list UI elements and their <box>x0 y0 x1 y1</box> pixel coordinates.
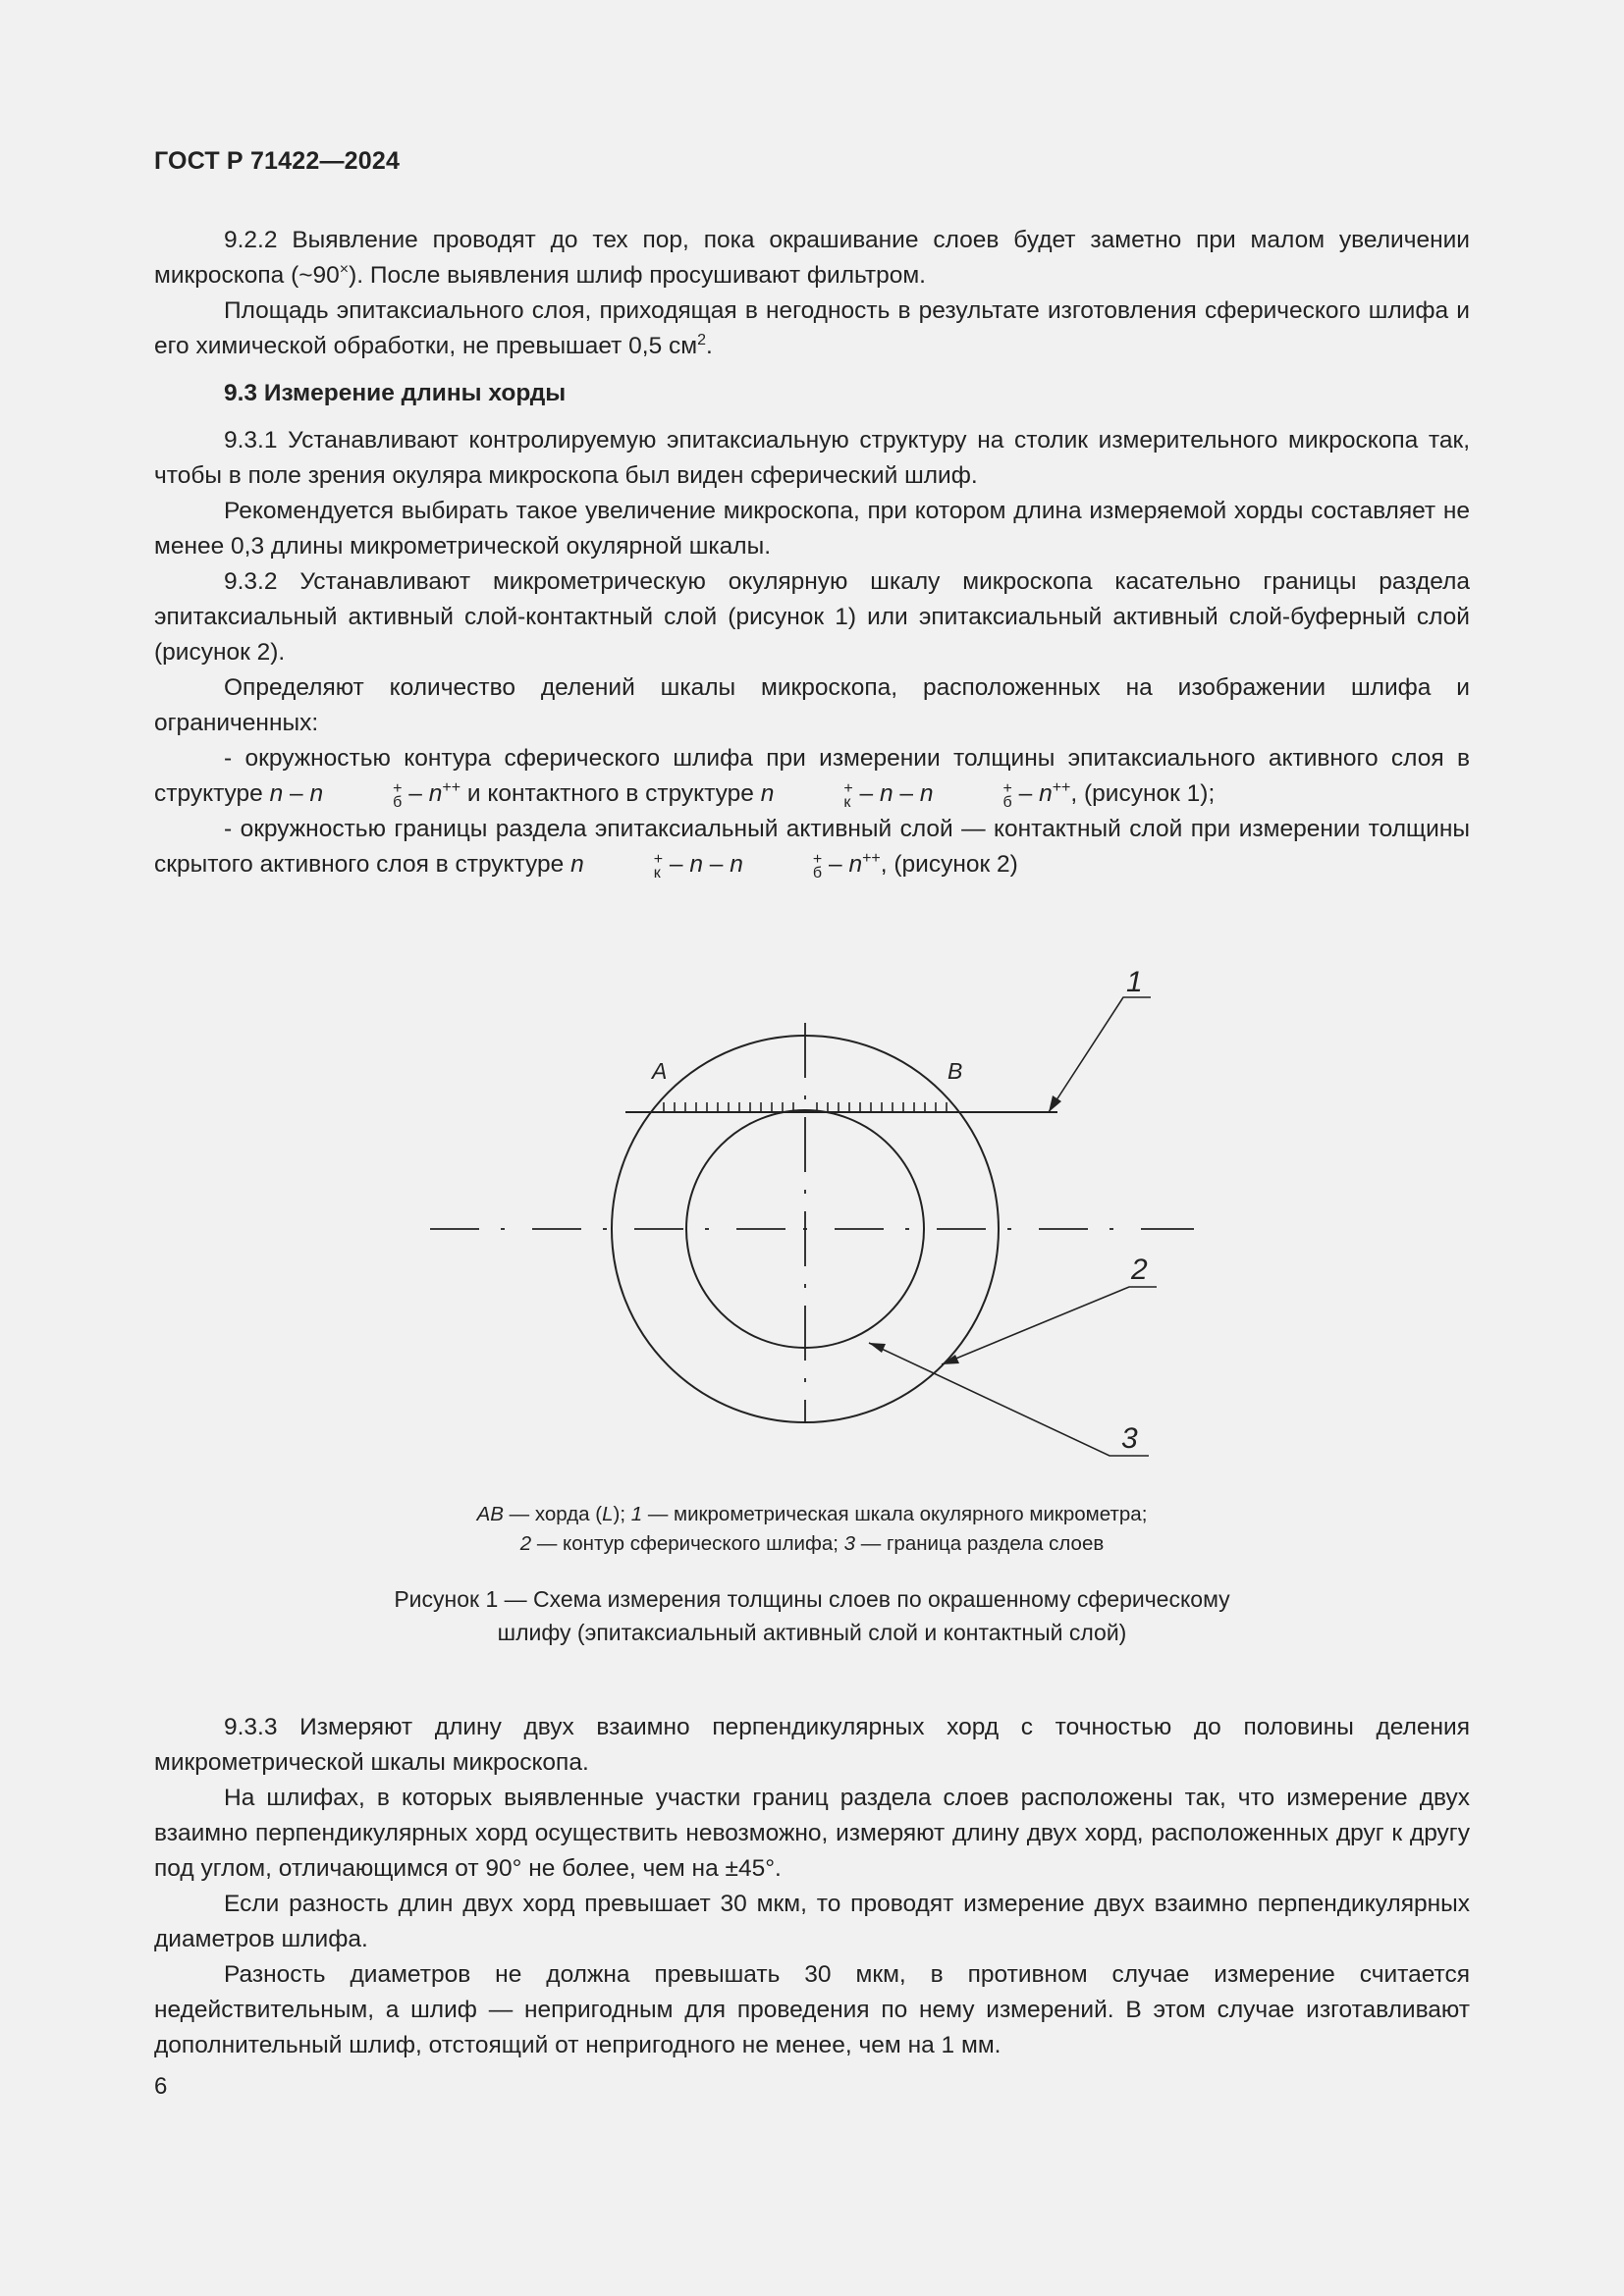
paragraph-9-3-2: 9.3.2 Устанавливают микрометрическую окулярную шкалу микроскопа касательно границы раздела эпитаксиальный активный слой-контактный слой (рисунок 1) или эпитаксиальный активный слой-буферный слой (рисунок 2). <box>154 568 1470 666</box>
text-block-upper <box>154 223 1470 882</box>
text-block-lower <box>154 1710 1470 2063</box>
label-a: A <box>652 1058 668 1084</box>
list-item-2: - окружностью границы раздела эпитаксиальный активный слой — контактный слой при измерении толщины скрытого активного слоя в структуре n + к – n – n + б – n++, (рисунок 2) <box>154 816 1470 881</box>
callout-3: 3 <box>1121 1422 1138 1455</box>
figure-1-diagram <box>412 962 1218 1472</box>
paragraph-slices: На шлифах, в которых выявленные участки границ раздела слоев расположены так, что измерение двух взаимно перпендикулярных хорд осуществить невозможно, измеряют длину двух хорд, расположенных друг к другу под углом, отличающимся от 90° не более, чем на ±45°. <box>154 1785 1470 1882</box>
section-heading-9-3: 9.3 Измерение длины хорды <box>224 380 567 406</box>
leader-line-3 <box>869 1343 1149 1456</box>
callout-2: 2 <box>1131 1254 1148 1286</box>
legend-line-2: 2 — контур сферического шлифа; 3 — граница раздела слоев <box>519 1532 1105 1555</box>
leader-line-2 <box>942 1287 1157 1364</box>
list-item-1: - окружностью контура сферического шлифа при измерении толщины эпитаксиального активного слоя в структуре n – n + б – n++ и контактного в структуре n + к – n – n + б – n++, (рисунок 1); <box>154 745 1470 811</box>
paragraph-9-3-1: 9.3.1 Устанавливают контролируемую эпитаксиальную структуру на столик измерительного микроскопа так, чтобы в поле зрения окуляра микроскопа был виден сферический шлиф. <box>154 427 1470 489</box>
figure-legend <box>295 1500 1329 1559</box>
figure-caption: Рисунок 1 — Схема измерения толщины слоев по окрашенному сферическому шлифу (эпитаксиальный активный слой и контактный слой) <box>394 1586 1230 1645</box>
paragraph-recommendation: Рекомендуется выбирать такое увеличение микроскопа, при котором длина измеряемой хорды составляет не менее 0,3 длины микрометрической окулярной шкалы. <box>154 498 1470 560</box>
paragraph-define: Определяют количество делений шкалы микроскопа, расположенных на изображении шлифа и ограниченных: <box>154 674 1470 736</box>
leader-line-1 <box>1049 997 1151 1112</box>
paragraph-9-2-2: 9.2.2 Выявление проводят до тех пор, пока окрашивание слоев будет заметно при малом увеличении микроскопа (~90×). После выявления шлиф просушивают фильтром. <box>154 227 1470 289</box>
paragraph-diameter: Разность диаметров не должна превышать 30 мкм, в противном случае измерение считается недействительным, а шлиф — непригодным для проведения по нему измерений. В этом случае изготавливают дополнительный шлиф, отстоящий от непригодного не менее, чем на 1 мм. <box>154 1961 1470 2058</box>
page-number: 6 <box>154 2073 168 2100</box>
callout-1: 1 <box>1126 966 1143 998</box>
standard-header: ГОСТ Р 71422—2024 <box>154 147 401 175</box>
paragraph-9-3-3: 9.3.3 Измеряют длину двух взаимно перпендикулярных хорд с точностью до половины деления микрометрической шкалы микроскопа. <box>154 1714 1470 1776</box>
leader-arrowheads <box>869 1095 1061 1364</box>
label-b: B <box>947 1058 963 1084</box>
paragraph-area: Площадь эпитаксиального слоя, приходящая в негодность в результате изготовления сферического шлифа и его химической обработки, не превышает 0,5 $см^2$. <box>154 297 1470 359</box>
paragraph-chord-difference: Если разность длин двух хорд превышает 30 мкм, то проводят измерение двух взаимно перпендикулярных диаметров шлифа. <box>154 1891 1470 1952</box>
legend-line-1: AB — хорда (L); 1 — микрометрическая шкала окулярного микрометра; <box>476 1503 1148 1525</box>
